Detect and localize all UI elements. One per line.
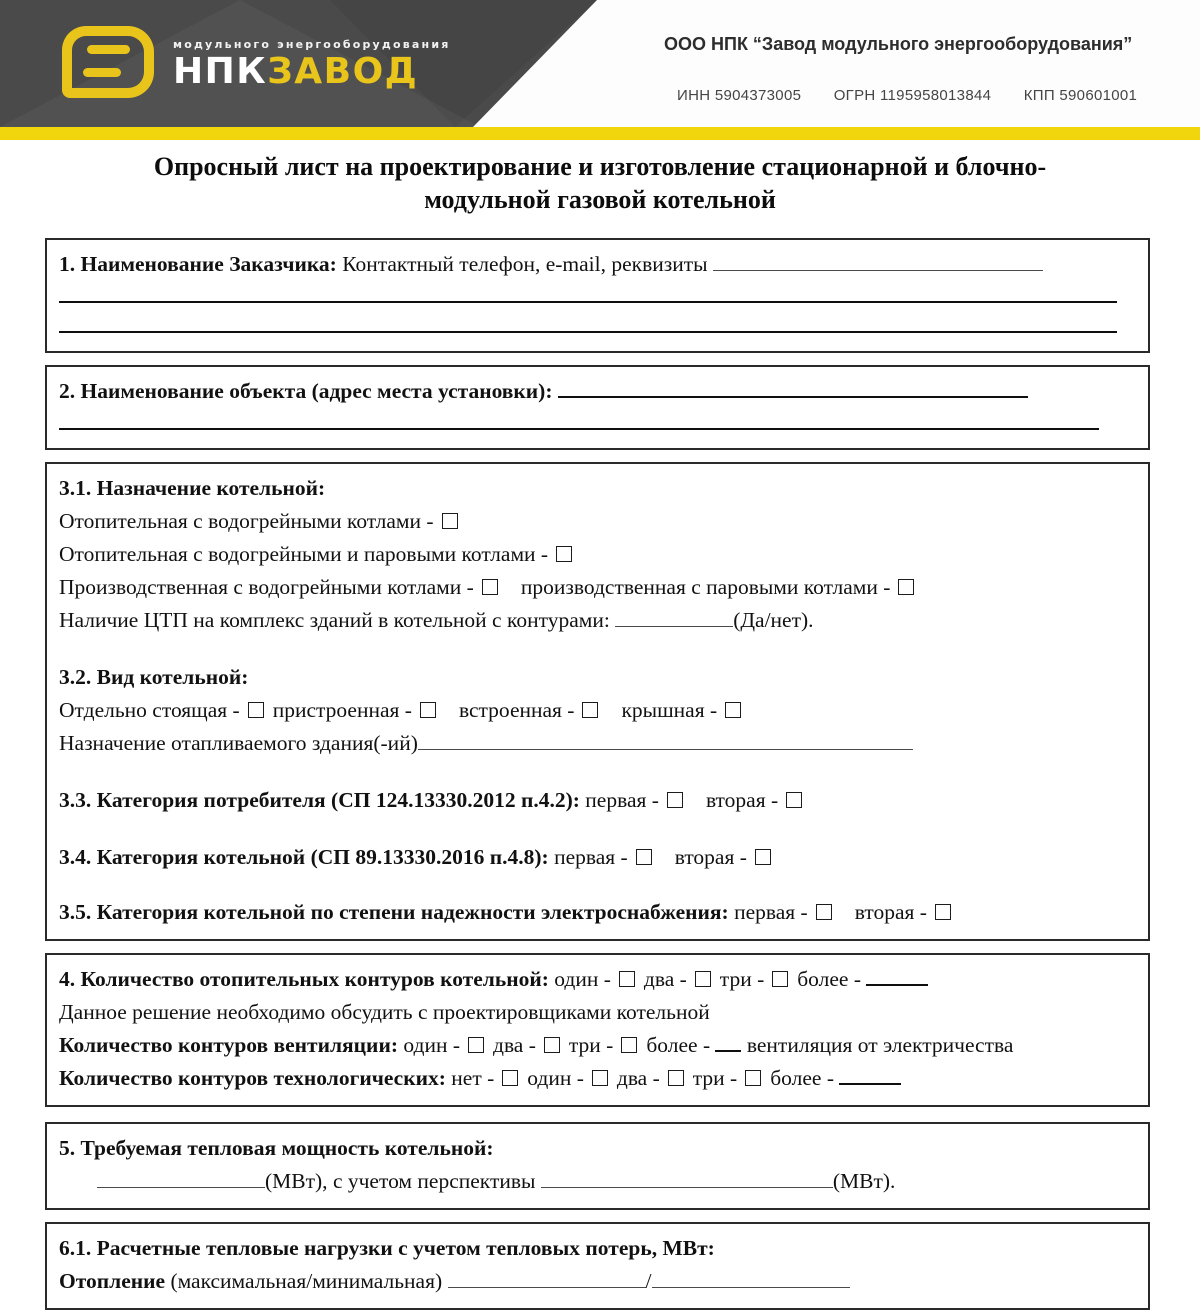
document-title: [40, 150, 1160, 216]
option-heating-water-steam-boilers: Отопительная с водогрейными и паровыми котлами -: [59, 542, 549, 566]
logo-bar-icon: [87, 45, 130, 54]
section-5-power-box: [45, 1122, 1150, 1210]
blank-required-power[interactable]: [97, 1184, 265, 1188]
blank-ctp-yes-no[interactable]: [615, 623, 733, 627]
label-tech-one: один -: [527, 1066, 584, 1090]
logo-tagline: модульного энергооборудования: [173, 38, 451, 51]
tech-circuits-title: Количество контуров технологических:: [59, 1066, 446, 1090]
company-logo-icon: [62, 26, 154, 98]
option-industrial-water-boilers: Производственная с водогрейными котлами -: [59, 575, 474, 599]
spacer: [59, 760, 1136, 784]
checkbox-heating-water-boilers[interactable]: [442, 513, 458, 529]
logo-text: [173, 38, 451, 91]
label-heat-three: три -: [719, 967, 765, 991]
logo-brand: [173, 53, 451, 91]
blank-customer-line-3[interactable]: [59, 328, 1117, 333]
label-vent-one: один -: [403, 1033, 460, 1057]
checkbox-industrial-water-boilers[interactable]: [482, 579, 498, 595]
option-standalone: Отдельно стоящая -: [59, 698, 240, 722]
title-line-1: Опросный лист на проектирование и изготовление стационарной и блочно-: [153, 152, 1047, 181]
yellow-stripe: [0, 127, 1200, 140]
checkbox-vent-circuits-one[interactable]: [468, 1037, 484, 1053]
label-tech-none: нет -: [451, 1066, 495, 1090]
checkbox-power-reliability-first[interactable]: [816, 904, 832, 920]
option-built-in: встроенная -: [458, 698, 575, 722]
brand-zavod: ЗАВОД: [267, 51, 419, 92]
label-heat-one: один -: [554, 967, 611, 991]
section-3-3-title: 3.3. Категория потребителя (СП 124.13330.2012 п.4.2):: [59, 788, 580, 812]
checkbox-boiler-category-first[interactable]: [636, 849, 652, 865]
checkbox-heating-water-steam-boilers[interactable]: [556, 546, 572, 562]
checkbox-heat-circuits-three[interactable]: [772, 971, 788, 987]
checkbox-tech-circuits-three[interactable]: [745, 1070, 761, 1086]
spacer: [59, 874, 1136, 896]
checkbox-power-reliability-second[interactable]: [935, 904, 951, 920]
blank-vent-circuits-more[interactable]: [715, 1047, 741, 1052]
section-2-label: 2. Наименование объекта (адрес места установки):: [59, 379, 553, 403]
label-boiler-second: вторая -: [674, 845, 747, 869]
checkbox-tech-circuits-one[interactable]: [592, 1070, 608, 1086]
label-mw-2: (МВт).: [832, 1169, 896, 1193]
label-vent-three: три -: [568, 1033, 614, 1057]
label-consumer-first: первая -: [585, 788, 659, 812]
blank-heating-min[interactable]: [652, 1284, 850, 1288]
section-4-note: Данное решение необходимо обсудить с проектировщиками котельной: [59, 1000, 710, 1024]
checkbox-vent-circuits-two[interactable]: [544, 1037, 560, 1053]
vent-circuits-title: Количество контуров вентиляции:: [59, 1033, 398, 1057]
blank-perspective-power[interactable]: [541, 1184, 833, 1188]
blank-heat-circuits-more[interactable]: [866, 981, 928, 986]
section-3-4-title: 3.4. Категория котельной (СП 89.13330.2016 п.4.8):: [59, 845, 549, 869]
label-mw-1: (МВт),: [265, 1169, 328, 1193]
checkbox-consumer-category-second[interactable]: [786, 792, 802, 808]
label-heating-max-min: (максимальная/минимальная): [170, 1269, 443, 1293]
spacer: [59, 817, 1136, 841]
logo-bar-icon: [83, 68, 121, 77]
label-vent-more: более -: [646, 1033, 711, 1057]
company-inn: ИНН 5904373005: [677, 87, 802, 104]
section-5-title: 5. Требуемая тепловая мощность котельной:: [59, 1136, 494, 1160]
section-4-title: 4. Количество отопительных контуров котельной:: [59, 967, 549, 991]
section-4-circuits-box: [45, 953, 1150, 1107]
label-heating: Отопление: [59, 1269, 166, 1293]
label-tech-more: более -: [770, 1066, 834, 1090]
label-heated-building-purpose: Назначение отапливаемого здания(-ий): [59, 731, 418, 755]
section-3-1-title: 3.1. Назначение котельной:: [59, 476, 326, 500]
company-ogrn: ОГРН 1195958013844: [833, 87, 992, 104]
blank-customer-contacts[interactable]: [713, 267, 1043, 271]
checkbox-tech-circuits-none[interactable]: [502, 1070, 518, 1086]
option-attached: пристроенная -: [272, 698, 412, 722]
section-3-5-title: 3.5. Категория котельной по степени надежности электроснабжения:: [59, 900, 729, 924]
label-power-second: вторая -: [854, 900, 927, 924]
checkbox-heat-circuits-one[interactable]: [619, 971, 635, 987]
brand-npk: НПК: [173, 51, 268, 92]
label-boiler-first: первая -: [554, 845, 628, 869]
label-heat-two: два -: [643, 967, 687, 991]
checkbox-vent-circuits-three[interactable]: [621, 1037, 637, 1053]
checkbox-tech-circuits-two[interactable]: [668, 1070, 684, 1086]
blank-object-address-2[interactable]: [59, 425, 1099, 430]
label-vent-two: два -: [493, 1033, 536, 1057]
blank-tech-circuits-more[interactable]: [839, 1080, 901, 1085]
company-name: ООО НПК “Завод модульного энергооборудования”: [664, 34, 1133, 54]
option-rooftop: крышная -: [621, 698, 718, 722]
blank-heated-building-purpose[interactable]: [418, 746, 913, 750]
checkbox-industrial-steam-boilers[interactable]: [898, 579, 914, 595]
checkbox-consumer-category-first[interactable]: [667, 792, 683, 808]
blank-customer-line-2[interactable]: [59, 298, 1117, 303]
company-registration-numbers: [677, 87, 1165, 104]
label-slash: /: [645, 1269, 652, 1293]
label-tech-two: два -: [616, 1066, 660, 1090]
option-industrial-steam-boilers: производственная с паровыми котлами -: [520, 575, 891, 599]
checkbox-boiler-category-second[interactable]: [755, 849, 771, 865]
label-perspective: с учетом перспективы: [332, 1169, 536, 1193]
label-consumer-second: вторая -: [705, 788, 779, 812]
section-3-2-title: 3.2. Вид котельной:: [59, 665, 249, 689]
section-1-hint: Контактный телефон, e-mail, реквизиты: [342, 252, 708, 276]
label-heat-more: более -: [797, 967, 861, 991]
label-power-first: первая -: [734, 900, 808, 924]
section-1-label: 1. Наименование Заказчика:: [59, 252, 337, 276]
section-3-box: [45, 462, 1150, 941]
label-ctp: Наличие ЦТП на комплекс зданий в котельной с контурами:: [59, 608, 610, 632]
option-heating-water-boilers: Отопительная с водогрейными котлами -: [59, 509, 434, 533]
header: [0, 0, 1200, 140]
checkbox-attached[interactable]: [420, 702, 436, 718]
blank-object-address[interactable]: [558, 393, 1028, 398]
checkbox-standalone[interactable]: [248, 702, 264, 718]
blank-heating-max[interactable]: [448, 1284, 646, 1288]
company-kpp: КПП 590601001: [1023, 87, 1138, 104]
checkbox-heat-circuits-two[interactable]: [695, 971, 711, 987]
title-line-2: модульной газовой котельной: [424, 185, 776, 214]
label-ctp-suffix: (Да/нет).: [733, 608, 814, 632]
spacer: [59, 637, 1136, 661]
section-2-object-box: [45, 365, 1150, 450]
checkbox-built-in[interactable]: [582, 702, 598, 718]
label-vent-electric: вентиляция от электричества: [746, 1033, 1014, 1057]
section-6-loads-box: [45, 1222, 1150, 1310]
section-1-customer-box: [45, 238, 1150, 353]
section-6-title: 6.1. Расчетные тепловые нагрузки с учетом тепловых потерь, МВт:: [59, 1236, 715, 1260]
checkbox-rooftop[interactable]: [725, 702, 741, 718]
label-tech-three: три -: [692, 1066, 738, 1090]
